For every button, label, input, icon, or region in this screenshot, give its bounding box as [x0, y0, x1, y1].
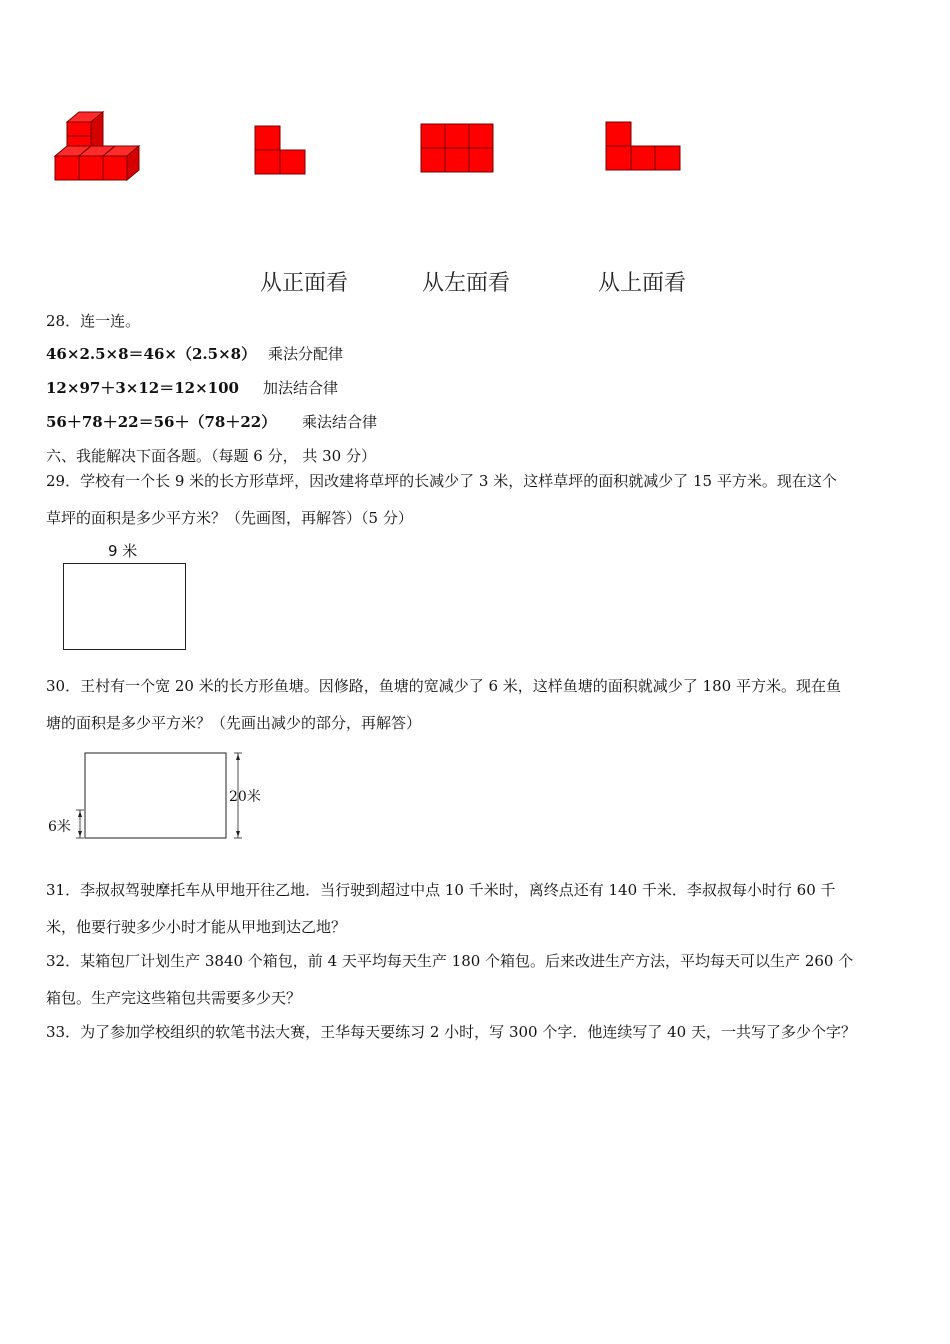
q29-text-line-2: 草坪的面积是多少平方米？（先画图，再解答）（5 分）: [46, 509, 413, 527]
q30-arrow-head: [78, 811, 82, 817]
q31-text-line-1: 31．李叔叔驾驶摩托车从甲地开往乙地．当行驶到超过中点 10 千米时，离终点还有 140 千米．李叔叔每小时行 60 千: [46, 881, 836, 899]
q30-reduce-label: 6米: [48, 819, 71, 835]
view-square: [445, 124, 469, 148]
q28-expression-1: 46×2.5×8＝46×（2.5×8）: [46, 345, 257, 363]
q28-law-3: 乘法结合律: [302, 413, 378, 431]
q32-text-line-2: 箱包。生产完这些箱包共需要多少天？: [46, 989, 302, 1007]
left-view-figure: [419, 122, 497, 174]
view-square: [255, 126, 280, 150]
q28-expression-2: 12×97＋3×12＝12×100: [46, 379, 239, 397]
view-square: [606, 146, 631, 170]
view-square: [445, 148, 469, 172]
cube-stack-3d-figure: [52, 108, 152, 184]
cube-front: [67, 136, 91, 146]
view-square: [631, 146, 655, 170]
view-square: [421, 148, 445, 172]
q28-law-1: 乘法分配律: [268, 345, 344, 363]
q29-diagram-label: 9 米: [108, 542, 138, 560]
q28-expression-3: 56＋78＋22＝56＋（78＋22）: [46, 413, 277, 431]
q30-text-line-2: 塘的面积是多少平方米？（先画出减少的部分，再解答）: [46, 714, 422, 732]
view-label-left: 从左面看: [422, 271, 511, 296]
q32-text-line-1: 32．某箱包厂计划生产 3840 个箱包，前 4 天平均每天生产 180 个箱包。后来改进生产方法，平均每天可以生产 260 个: [46, 952, 854, 970]
view-square: [606, 122, 631, 146]
front-view-figure: [253, 124, 307, 176]
q33-text-line-1: 33．为了参加学校组织的软笔书法大赛，王华每天要练习 2 小时，写 300 个字．他连续写了 40 天，一共写了多少个字？: [46, 1023, 856, 1041]
cube-front: [79, 156, 103, 180]
front-view-svg: [253, 124, 307, 176]
view-square: [469, 124, 493, 148]
cube-front: [103, 156, 127, 180]
left-view-svg: [419, 122, 497, 174]
q29-text-line-1: 29．学校有一个长 9 米的长方形草坪，因改建将草坪的长减少了 3 米，这样草坪的面积就减少了 15 平方米。现在这个: [46, 472, 837, 490]
view-square: [421, 124, 445, 148]
q30-width-label: 20米: [229, 789, 261, 805]
top-view-figure: [604, 120, 684, 174]
cube-stack-svg: [52, 108, 152, 184]
q28-law-2: 加法结合律: [263, 379, 339, 397]
q30-pond-rectangle: [85, 753, 226, 838]
section-six-heading: 六、我能解决下面各题。（每题 6 分， 共 30 分）: [46, 447, 376, 465]
top-view-svg: [604, 120, 684, 174]
q30-text-line-1: 30．王村有一个宽 20 米的长方形鱼塘。因修路，鱼塘的宽减少了 6 米，这样鱼塘的面积就减少了 180 平方米。现在鱼: [46, 677, 841, 695]
q29-lawn-rectangle: [63, 563, 186, 650]
q30-arrow-head: [78, 831, 82, 837]
view-square: [255, 150, 280, 174]
q30-arrow-head: [236, 754, 240, 760]
view-square: [469, 148, 493, 172]
q31-text-line-2: 米，他要行驶多少小时才能从甲地到达乙地？: [46, 918, 347, 936]
q28-title: 28．连一连。: [46, 312, 141, 330]
view-label-top: 从上面看: [598, 271, 687, 296]
q30-arrow-head: [236, 831, 240, 837]
view-square: [655, 146, 680, 170]
view-label-front: 从正面看: [260, 271, 349, 296]
view-square: [280, 150, 305, 174]
cube-front: [55, 156, 79, 180]
